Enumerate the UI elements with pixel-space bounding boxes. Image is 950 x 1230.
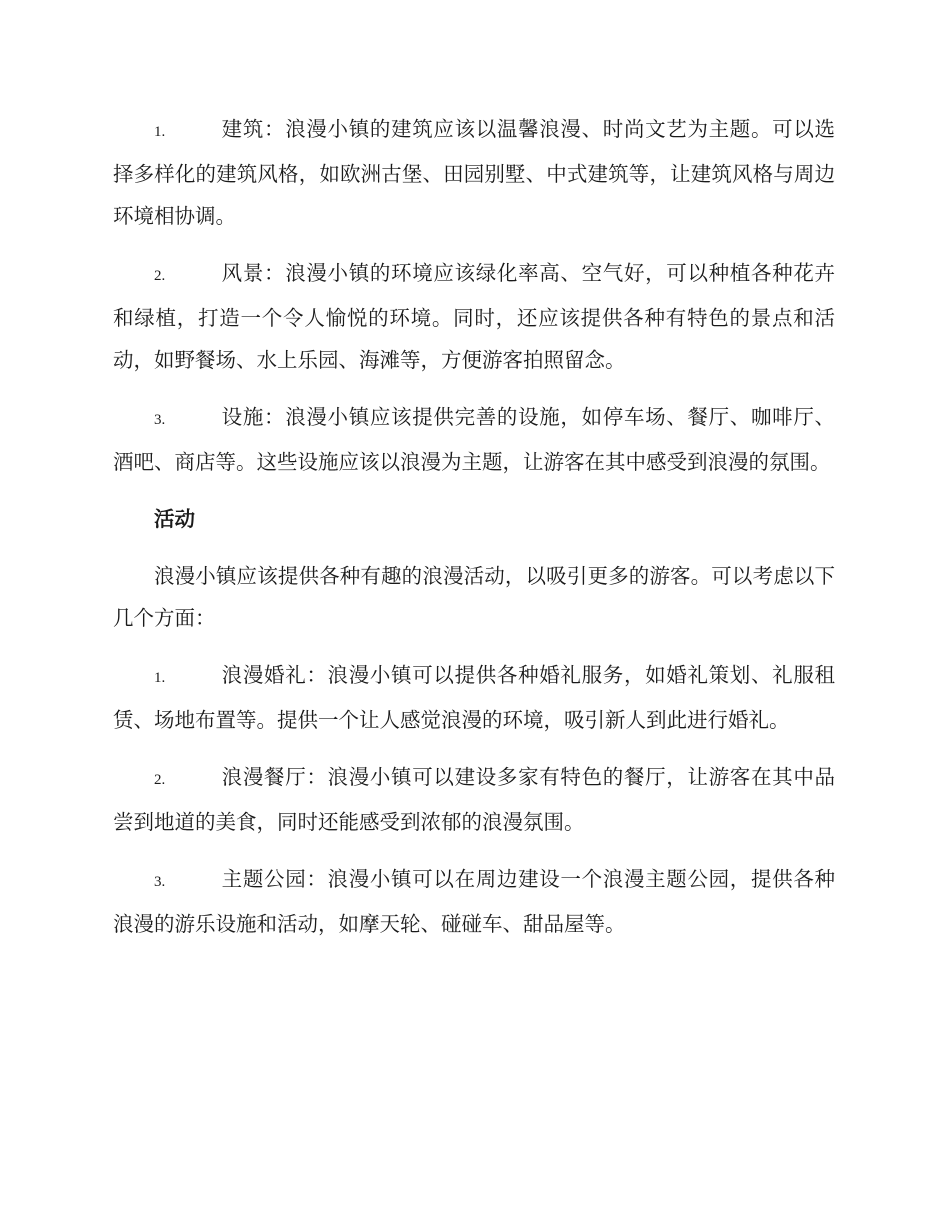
list-item — [113, 108, 835, 237]
list-item — [113, 252, 835, 381]
document-page — [113, 108, 835, 960]
list-number: 3. — [154, 874, 166, 890]
list-item — [113, 396, 835, 483]
list-number: 2. — [154, 772, 166, 788]
list-text: 浪漫婚礼：浪漫小镇可以提供各种婚礼服务，如婚礼策划、礼服租赁、场地布置等。提供一个让人感觉浪漫的环境，吸引新人到此进行婚礼。 — [113, 663, 835, 732]
intro-paragraph: 浪漫小镇应该提供各种有趣的浪漫活动，以吸引更多的游客。可以考虑以下几个方面： — [113, 564, 835, 630]
list-text: 风景：浪漫小镇的环境应该绿化率高、空气好，可以种植各种花卉和绿植，打造一个令人愉悦的环境。同时，还应该提供各种有特色的景点和活动，如野餐场、水上乐园、海滩等，方便游客拍照留念。 — [113, 261, 835, 372]
list-text: 建筑：浪漫小镇的建筑应该以温馨浪漫、时尚文艺为主题。可以选择多样化的建筑风格，如欧洲古堡、田园别墅、中式建筑等，让建筑风格与周边环境相协调。 — [113, 117, 835, 228]
list-text: 主题公园：浪漫小镇可以在周边建设一个浪漫主题公园，提供各种浪漫的游乐设施和活动，如摩天轮、碰碰车、甜品屋等。 — [113, 867, 835, 936]
section-heading: 活动 — [154, 507, 195, 531]
list-number: 1. — [154, 670, 166, 686]
list-item — [113, 858, 835, 945]
list-item — [113, 756, 835, 843]
list-text: 浪漫餐厅：浪漫小镇可以建设多家有特色的餐厅，让游客在其中品尝到地道的美食，同时还能感受到浓郁的浪漫氛围。 — [113, 765, 835, 834]
list-number: 2. — [154, 268, 166, 284]
list-number: 1. — [154, 124, 166, 140]
list-text: 设施：浪漫小镇应该提供完善的设施，如停车场、餐厅、咖啡厅、酒吧、商店等。这些设施应该以浪漫为主题，让游客在其中感受到浪漫的氛围。 — [113, 405, 835, 474]
list-item — [113, 654, 835, 741]
list-number: 3. — [154, 412, 166, 428]
